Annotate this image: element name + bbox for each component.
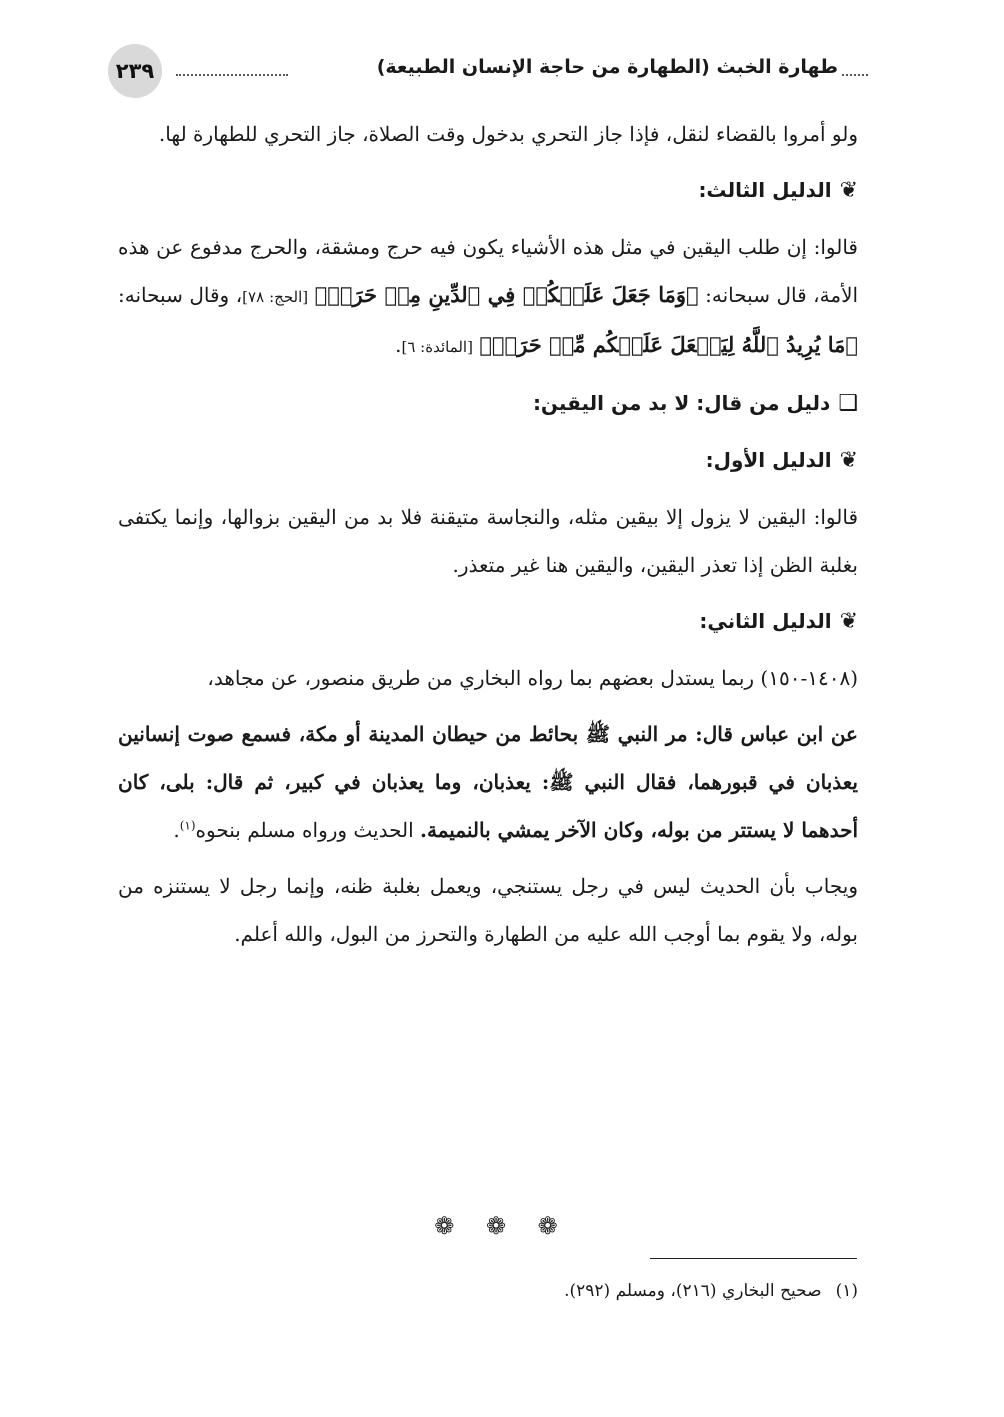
leaf-bullet-icon: ❦ <box>839 609 858 634</box>
footnote-text: صحيح البخاري (٢١٦)، ومسلم (٢٩٢). <box>564 1281 822 1301</box>
leaf-bullet-icon: ❦ <box>839 448 858 473</box>
running-header <box>108 44 868 98</box>
header-title: طهارة الخبث (الطهارة من حاجة الإنسان الطبيعة) <box>376 56 838 78</box>
paragraph-2 <box>118 223 858 371</box>
heading-third-evidence <box>118 166 858 215</box>
paragraph-5 <box>118 710 858 854</box>
footnote <box>118 1276 858 1306</box>
heading-second-evidence <box>118 597 858 646</box>
footnote-reference[interactable]: (١) <box>179 818 196 833</box>
footnote-number: (١) <box>835 1281 858 1301</box>
paragraph-1: ولو أمروا بالقضاء لنقل، فإذا جاز التحري بدخول وقت الصلاة، جاز التحري للطهارة لها. <box>158 122 858 146</box>
verse-reference-1: [الحج: ٧٨] <box>242 288 309 306</box>
hadith-text: عن ابن عباس قال: مر النبي ﷺ بحائط من حيطان المدينة أو مكة، فسمع صوت إنسانين يعذبان في قبورهما، فقال النبي ﷺ: يعذبان، وما يعذبان في كبير، ثم قال: بلى، كان أحدهما لا يستتر من بوله، وكان الآخر يمشي بالنميمة. <box>118 722 858 842</box>
footnote-separator <box>650 1258 857 1259</box>
page-number-badge: ٢٣٩ <box>108 44 162 98</box>
verse-reference-2: [المائدة: ٦] <box>401 338 473 356</box>
section-heading <box>118 379 858 428</box>
quran-verse-1: ﴿وَمَا جَعَلَ عَلَيۡكُمۡ فِي ٱلدِّينِ مِنۡ حَرَجٖ﴾ <box>314 282 699 307</box>
ornament-divider: ❁ ❁ ❁ <box>434 1212 570 1240</box>
heading-first-evidence <box>118 436 858 485</box>
paragraph-2-end: . <box>395 333 402 357</box>
header-dots-left <box>176 74 288 76</box>
leaf-bullet-icon: ❦ <box>839 178 858 203</box>
paragraph-2-text-a: قالوا: إن طلب اليقين في مثل هذه الأشياء يكون فيه حرج ومشقة، والحرج مدفوع عن هذه الأمة، قال سبحانه: <box>118 235 859 307</box>
quran-verse-2: ﴿مَا يُرِيدُ ٱللَّهُ لِيَجۡعَلَ عَلَيۡكُم مِّنۡ حَرَجٖ﴾ <box>479 332 858 357</box>
paragraph-3: قالوا: اليقين لا يزول إلا بيقين مثله، والنجاسة متيقنة فلا بد من اليقين بزوالها، وإنما يكتفى بغلبة الظن إذا تعذر اليقين، واليقين هنا غير متعذر. <box>118 505 858 577</box>
paragraph-6: ويجاب بأن الحديث ليس في رجل يستنجي، ويعمل بغلبة ظنه، وإنما رجل لا يستنزه من بوله، ولا يقوم بما أوجب الله عليه من الطهارة والتحرز من البول، والله أعلم. <box>118 874 858 946</box>
heading-text: الدليل الأول: <box>705 448 832 472</box>
header-dots-right <box>842 74 868 76</box>
paragraph-5-end: . <box>173 818 180 842</box>
hadith-note: الحديث ورواه مسلم بنحوه <box>195 818 421 842</box>
main-text <box>118 110 858 958</box>
paragraph-2-text-b: ، وقال سبحانه: <box>118 283 243 307</box>
paragraph-4: (١٤٠٨-١٥٠) ربما يستدل بعضهم بما رواه البخاري من طريق منصور، عن مجاهد، <box>207 666 858 690</box>
heading-text: الدليل الثالث: <box>698 178 832 202</box>
heading-text: دليل من قال: لا بد من اليقين: <box>532 391 831 415</box>
square-bullet-icon: ❑ <box>838 391 858 416</box>
heading-text: الدليل الثاني: <box>699 609 832 633</box>
